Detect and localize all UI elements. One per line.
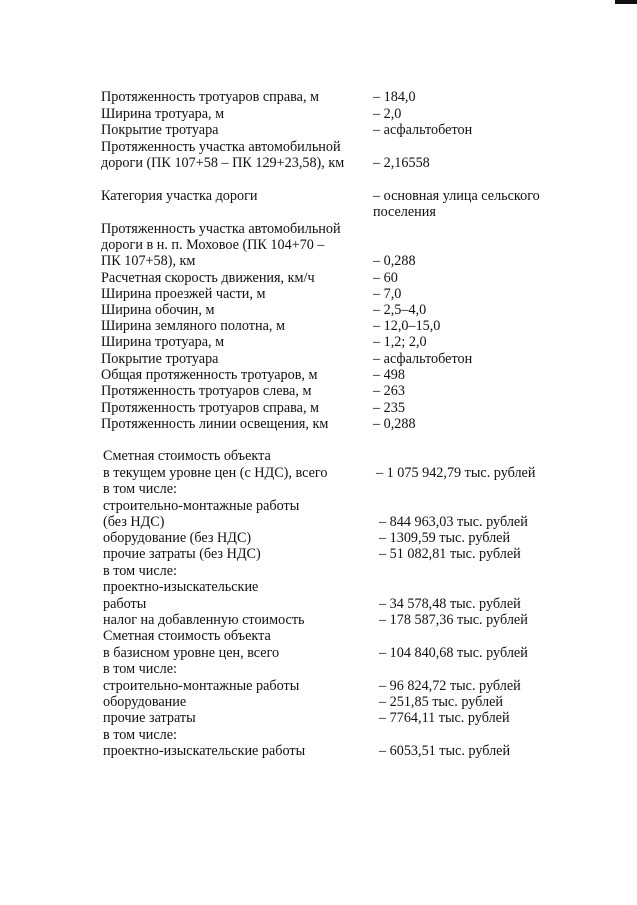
cost-label: Сметная стоимость объекта <box>103 628 271 644</box>
cost-row <box>0 596 637 613</box>
spec-row <box>0 155 637 172</box>
spec-row <box>0 204 637 221</box>
spec-row <box>0 253 637 270</box>
spec-value: – 12,0–15,0 <box>373 318 441 334</box>
spec-label: Ширина земляного полотна, м <box>101 318 285 334</box>
cost-label: оборудование <box>103 694 187 710</box>
cost-label: оборудование (без НДС) <box>103 530 252 546</box>
spec-label: Протяженность тротуаров справа, м <box>101 400 320 416</box>
cost-value: – 104 840,68 тыс. рублей <box>379 645 528 661</box>
cost-row <box>0 498 637 515</box>
spec-row <box>0 416 637 433</box>
spec-row <box>0 367 637 384</box>
cost-row <box>0 448 637 465</box>
spec-row <box>0 122 637 139</box>
cost-row <box>0 694 637 711</box>
spec-label: Ширина тротуара, м <box>101 106 225 122</box>
spec-value: – 263 <box>373 383 405 399</box>
spec-value: – 1,2; 2,0 <box>373 334 427 350</box>
spec-label: Протяженность участка автомобильной <box>101 221 341 237</box>
cost-row <box>0 678 637 695</box>
spec-row <box>0 106 637 123</box>
cost-row <box>0 481 637 498</box>
spec-value: – 60 <box>373 270 398 286</box>
spec-row <box>0 139 637 156</box>
cost-label: Сметная стоимость объекта <box>103 448 271 464</box>
cost-label: строительно-монтажные работы <box>103 498 300 514</box>
cost-row <box>0 530 637 547</box>
spec-label: Протяженность участка автомобильной <box>101 139 341 155</box>
spec-label: Общая протяженность тротуаров, м <box>101 367 318 383</box>
spec-row <box>0 302 637 319</box>
cost-value: – 178 587,36 тыс. рублей <box>379 612 528 628</box>
spec-row <box>0 89 637 106</box>
cost-label: в том числе: <box>103 481 177 497</box>
cost-row <box>0 661 637 678</box>
spec-value: – асфальтобетон <box>373 351 473 367</box>
spec-value: – 184,0 <box>373 89 416 105</box>
cost-row <box>0 743 637 760</box>
cost-row <box>0 612 637 629</box>
spec-value: – 498 <box>373 367 405 383</box>
spec-label: Ширина тротуара, м <box>101 334 225 350</box>
cost-value: – 34 578,48 тыс. рублей <box>379 596 521 612</box>
spec-value: поселения <box>373 204 436 220</box>
cost-label: в текущем уровне цен (с НДС), всего <box>103 465 328 481</box>
cost-label: в базисном уровне цен, всего <box>103 645 280 661</box>
spec-value: – асфальтобетон <box>373 122 473 138</box>
spec-label: Протяженность тротуаров справа, м <box>101 89 320 105</box>
cost-label: строительно-монтажные работы <box>103 678 300 694</box>
cost-label: прочие затраты (без НДС) <box>103 546 261 562</box>
cost-row <box>0 546 637 563</box>
spec-row <box>0 270 637 287</box>
spec-label: дороги (ПК 107+58 – ПК 129+23,58), км <box>101 155 345 171</box>
spec-row <box>0 286 637 303</box>
spec-label: Категория участка дороги <box>101 188 258 204</box>
cost-value: – 251,85 тыс. рублей <box>379 694 503 710</box>
spec-value: – 7,0 <box>373 286 402 302</box>
cost-label: в том числе: <box>103 563 177 579</box>
cost-value: – 1 075 942,79 тыс. рублей <box>376 465 536 481</box>
cost-value: – 1309,59 тыс. рублей <box>379 530 511 546</box>
spec-label: Ширина проезжей части, м <box>101 286 266 302</box>
spec-label: Покрытие тротуара <box>101 122 219 138</box>
spec-label: Расчетная скорость движения, км/ч <box>101 270 315 286</box>
spec-row <box>0 221 637 238</box>
cost-value: – 51 082,81 тыс. рублей <box>379 546 521 562</box>
spec-value: – 0,288 <box>373 416 416 432</box>
spec-value: – 2,5–4,0 <box>373 302 427 318</box>
cost-row <box>0 727 637 744</box>
cost-row <box>0 645 637 662</box>
cost-label: проектно-изыскательские <box>103 579 259 595</box>
cost-row <box>0 710 637 727</box>
cost-value: – 96 824,72 тыс. рублей <box>379 678 521 694</box>
spec-row <box>0 188 637 205</box>
spec-row <box>0 237 637 254</box>
spec-label: дороги в н. п. Моховое (ПК 104+70 – <box>101 237 325 253</box>
cost-label: в том числе: <box>103 661 177 677</box>
spec-value: – основная улица сельского <box>373 188 540 204</box>
cost-row <box>0 514 637 531</box>
cost-label: работы <box>103 596 147 612</box>
cost-value: – 844 963,03 тыс. рублей <box>379 514 528 530</box>
spec-value: – 235 <box>373 400 405 416</box>
cost-row <box>0 465 637 482</box>
spec-row <box>0 334 637 351</box>
cost-row <box>0 563 637 580</box>
spec-row <box>0 400 637 417</box>
cost-label: в том числе: <box>103 727 177 743</box>
spec-value: – 2,0 <box>373 106 402 122</box>
spec-label: Покрытие тротуара <box>101 351 219 367</box>
cost-value: – 7764,11 тыс. рублей <box>379 710 510 726</box>
cost-label: прочие затраты <box>103 710 196 726</box>
cost-label: проектно-изыскательские работы <box>103 743 306 759</box>
cost-value: – 6053,51 тыс. рублей <box>379 743 511 759</box>
spec-label: Протяженность линии освещения, км <box>101 416 329 432</box>
spec-value: – 2,16558 <box>373 155 430 171</box>
cost-row <box>0 579 637 596</box>
cost-row <box>0 628 637 645</box>
spec-label: ПК 107+58), км <box>101 253 196 269</box>
cost-label: (без НДС) <box>103 514 165 530</box>
spec-row <box>0 351 637 368</box>
spec-value: – 0,288 <box>373 253 416 269</box>
spec-row <box>0 318 637 335</box>
spec-label: Ширина обочин, м <box>101 302 215 318</box>
spec-row <box>0 383 637 400</box>
spec-label: Протяженность тротуаров слева, м <box>101 383 312 399</box>
cost-label: налог на добавленную стоимость <box>103 612 305 628</box>
